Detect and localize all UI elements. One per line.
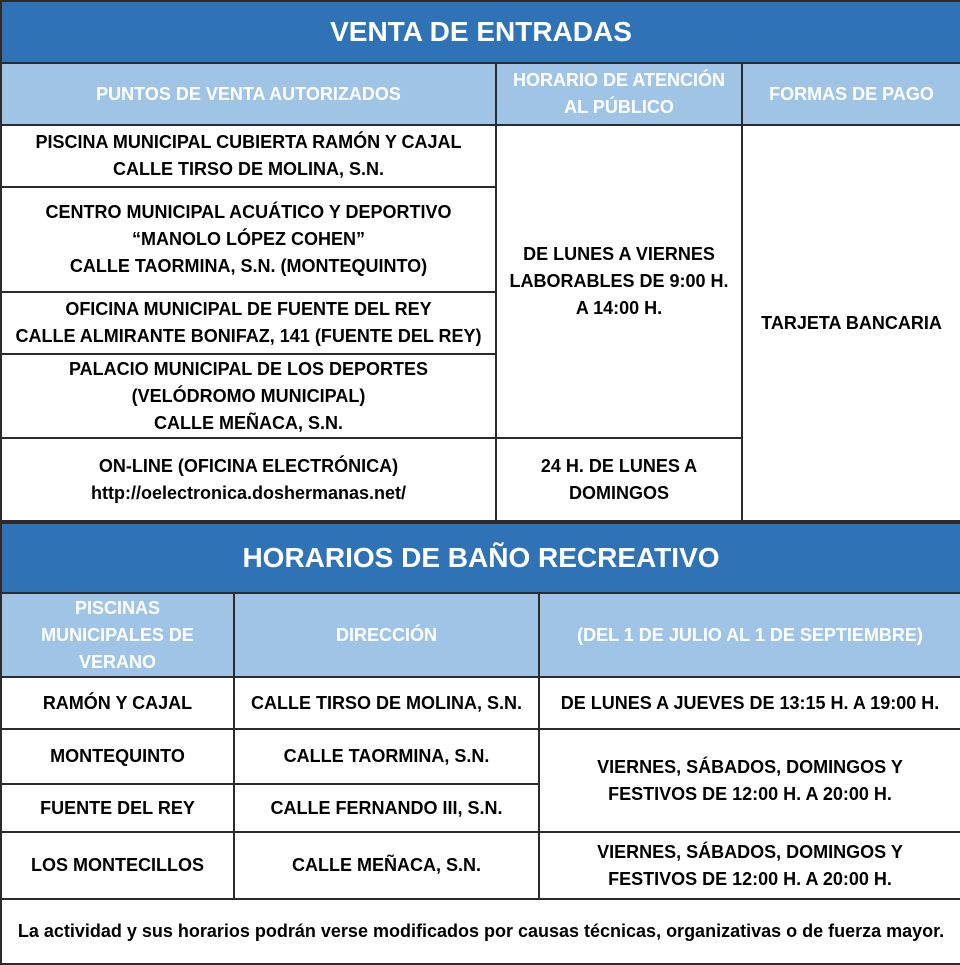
header-direccion: DIRECCIÓN bbox=[234, 593, 539, 677]
header-piscinas-line: VERANO bbox=[78, 651, 156, 672]
punto-line: PALACIO MUNICIPAL DE LOS DEPORTES bbox=[68, 358, 429, 379]
horario-line: VIERNES, SÁBADOS, DOMINGOS Y bbox=[597, 756, 903, 777]
header-pago: FORMAS DE PAGO bbox=[742, 63, 960, 125]
punto-line: CALLE TAORMINA, S.N. (MONTEQUINTO) bbox=[69, 256, 428, 276]
header-piscinas-line: PISCINAS bbox=[74, 597, 161, 618]
piscina-name: FUENTE DEL REY bbox=[1, 784, 234, 832]
piscina-direccion: CALLE TIRSO DE MOLINA, S.N. bbox=[234, 677, 539, 729]
punto-line: CALLE MEÑACA, S.N. bbox=[154, 412, 343, 433]
piscina-name: MONTEQUINTO bbox=[1, 729, 234, 784]
punto-line: “MANOLO LÓPEZ COHEN” bbox=[132, 229, 365, 249]
horario-line: 24 H. DE LUNES A bbox=[540, 455, 698, 476]
piscina-direccion: CALLE MEÑACA, S.N. bbox=[234, 832, 539, 899]
header-piscinas bbox=[1, 593, 234, 677]
bano-table bbox=[0, 522, 960, 965]
header-puntos: PUNTOS DE VENTA AUTORIZADOS bbox=[1, 63, 496, 125]
punto-line: OFICINA MUNICIPAL DE FUENTE DEL REY bbox=[65, 299, 432, 319]
punto-venta bbox=[1, 125, 496, 187]
horario-line: LABORABLES DE 9:00 H. bbox=[509, 271, 729, 291]
punto-line: PISCINA MUNICIPAL CUBIERTA RAMÓN Y CAJAL bbox=[35, 132, 462, 152]
horario-line: DE LUNES A VIERNES bbox=[523, 244, 715, 264]
punto-venta bbox=[1, 354, 496, 438]
horario-line: A 14:00 H. bbox=[575, 298, 663, 318]
horario-fin-semana bbox=[539, 729, 960, 832]
horario-presencial bbox=[496, 125, 742, 438]
header-piscinas-line: MUNICIPALES DE bbox=[41, 624, 194, 645]
punto-venta bbox=[1, 292, 496, 354]
piscina-name: RAMÓN Y CAJAL bbox=[1, 677, 234, 729]
punto-line: (VELÓDROMO MUNICIPAL) bbox=[131, 385, 366, 406]
venta-title: VENTA DE ENTRADAS bbox=[1, 1, 960, 63]
piscina-name: LOS MONTECILLOS bbox=[1, 832, 234, 899]
horario-online bbox=[496, 438, 742, 521]
header-horario-line: AL PÚBLICO bbox=[564, 97, 674, 117]
bano-title: HORARIOS DE BAÑO RECREATIVO bbox=[1, 523, 960, 593]
piscina-direccion: CALLE FERNANDO III, S.N. bbox=[234, 784, 539, 832]
header-periodo: (DEL 1 DE JULIO AL 1 DE SEPTIEMBRE) bbox=[539, 593, 960, 677]
disclaimer-note: La actividad y sus horarios podrán verse modificados por causas técnicas, organizativas o de fuerza mayor. bbox=[1, 899, 960, 964]
header-horario bbox=[496, 63, 742, 125]
punto-line: CENTRO MUNICIPAL ACUÁTICO Y DEPORTIVO bbox=[45, 202, 452, 222]
horario-line: FESTIVOS DE 12:00 H. A 20:00 H. bbox=[608, 868, 892, 889]
piscina-direccion: CALLE TAORMINA, S.N. bbox=[234, 729, 539, 784]
punto-venta bbox=[1, 187, 496, 292]
horario-line: DOMINGOS bbox=[568, 482, 669, 503]
punto-line: CALLE ALMIRANTE BONIFAZ, 141 (FUENTE DEL REY) bbox=[15, 326, 482, 346]
punto-line: CALLE TIRSO DE MOLINA, S.N. bbox=[112, 159, 384, 179]
punto-line: ON-LINE (OFICINA ELECTRÓNICA) bbox=[98, 455, 399, 476]
horario-line: FESTIVOS DE 12:00 H. A 20:00 H. bbox=[608, 783, 892, 804]
punto-venta-online bbox=[1, 438, 496, 521]
forma-pago: TARJETA BANCARIA bbox=[742, 125, 960, 521]
horario-montecillos bbox=[539, 832, 960, 899]
header-horario-line: HORARIO DE ATENCIÓN bbox=[512, 70, 725, 90]
online-url: http://oelectronica.doshermanas.net/ bbox=[90, 482, 407, 503]
horario-lunes-jueves: DE LUNES A JUEVES DE 13:15 H. A 19:00 H. bbox=[539, 677, 960, 729]
horario-line: VIERNES, SÁBADOS, DOMINGOS Y bbox=[597, 841, 903, 862]
